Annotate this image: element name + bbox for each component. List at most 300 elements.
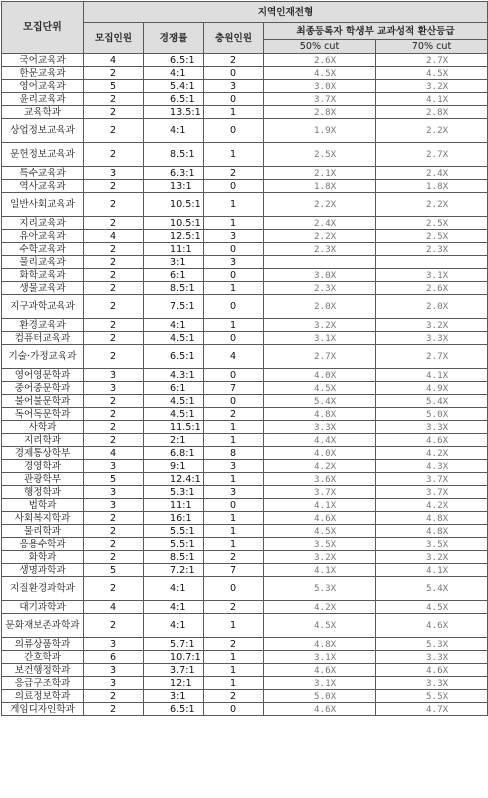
recruit-cell: 5	[84, 80, 144, 93]
competition-cell: 5.5:1	[144, 538, 204, 551]
cut50-cell: 4.0X	[264, 447, 376, 460]
cut70-cell: 2.7X	[376, 143, 488, 167]
additional-cell: 0	[204, 93, 264, 106]
table-row	[2, 447, 488, 460]
dept-cell: 영어영문학과	[2, 369, 84, 382]
additional-cell: 2	[204, 408, 264, 421]
additional-cell: 1	[204, 421, 264, 434]
cut70-cell: 2.7X	[376, 345, 488, 369]
competition-cell: 4:1	[144, 577, 204, 601]
recruit-cell: 2	[84, 243, 144, 256]
cut50-cell: 4.6X	[264, 703, 376, 716]
table-row	[2, 345, 488, 369]
recruit-cell: 2	[84, 551, 144, 564]
cut70-cell: 2.5X	[376, 217, 488, 230]
cut70-cell: 3.5X	[376, 538, 488, 551]
competition-cell: 8.5:1	[144, 282, 204, 295]
recruit-cell: 2	[84, 512, 144, 525]
cut70-cell: 3.7X	[376, 473, 488, 486]
recruit-cell: 2	[84, 319, 144, 332]
cut50-cell: 4.8X	[264, 638, 376, 651]
additional-cell: 7	[204, 382, 264, 395]
cut70-cell: 2.8X	[376, 106, 488, 119]
competition-cell: 4:1	[144, 614, 204, 638]
competition-cell: 16:1	[144, 512, 204, 525]
recruit-cell: 3	[84, 382, 144, 395]
additional-cell: 3	[204, 230, 264, 243]
cut70-cell: 4.1X	[376, 369, 488, 382]
additional-cell: 1	[204, 473, 264, 486]
table-header	[2, 2, 488, 54]
recruit-cell: 4	[84, 447, 144, 460]
table-row	[2, 143, 488, 167]
cut70-cell: 2.2X	[376, 193, 488, 217]
cut50-cell: 4.2X	[264, 601, 376, 614]
recruit-cell: 3	[84, 677, 144, 690]
table-row	[2, 512, 488, 525]
dept-cell: 중어중문학과	[2, 382, 84, 395]
competition-cell: 6.5:1	[144, 345, 204, 369]
additional-cell: 3	[204, 256, 264, 269]
cut50-cell: 3.0X	[264, 269, 376, 282]
recruit-cell: 3	[84, 499, 144, 512]
table-row	[2, 564, 488, 577]
dept-cell: 물리학과	[2, 525, 84, 538]
additional-cell: 1	[204, 538, 264, 551]
additional-cell: 0	[204, 577, 264, 601]
competition-cell: 11:1	[144, 243, 204, 256]
table-row	[2, 395, 488, 408]
cut50-cell: 3.7X	[264, 93, 376, 106]
dept-cell: 대기과학과	[2, 601, 84, 614]
table-row	[2, 67, 488, 80]
cut70-cell: 4.2X	[376, 499, 488, 512]
header-competition: 경쟁률	[144, 23, 204, 54]
table-row	[2, 577, 488, 601]
cut50-cell: 1.8X	[264, 180, 376, 193]
recruit-cell: 2	[84, 395, 144, 408]
competition-cell: 4.3:1	[144, 369, 204, 382]
additional-cell: 1	[204, 525, 264, 538]
dept-cell: 기술·가정교육과	[2, 345, 84, 369]
cut70-cell: 4.5X	[376, 67, 488, 80]
competition-cell: 4:1	[144, 119, 204, 143]
dept-cell: 생명과학과	[2, 564, 84, 577]
additional-cell: 0	[204, 703, 264, 716]
cut50-cell: 2.2X	[264, 193, 376, 217]
cut70-cell: 3.3X	[376, 332, 488, 345]
table-row	[2, 551, 488, 564]
additional-cell: 1	[204, 106, 264, 119]
additional-cell: 1	[204, 677, 264, 690]
cut50-cell: 3.2X	[264, 319, 376, 332]
table-row	[2, 230, 488, 243]
table-row	[2, 332, 488, 345]
table-row	[2, 408, 488, 421]
dept-cell: 화학과	[2, 551, 84, 564]
competition-cell: 12:1	[144, 677, 204, 690]
recruit-cell: 2	[84, 421, 144, 434]
recruit-cell: 2	[84, 180, 144, 193]
table-row	[2, 217, 488, 230]
cut50-cell: 4.2X	[264, 460, 376, 473]
table-row	[2, 167, 488, 180]
competition-cell: 4:1	[144, 601, 204, 614]
table-row	[2, 295, 488, 319]
cut70-cell: 2.6X	[376, 282, 488, 295]
cut70-cell: 4.9X	[376, 382, 488, 395]
competition-cell: 8.5:1	[144, 551, 204, 564]
competition-cell: 8.5:1	[144, 143, 204, 167]
table-row	[2, 106, 488, 119]
competition-cell: 6:1	[144, 269, 204, 282]
table-row	[2, 499, 488, 512]
competition-cell: 11.5:1	[144, 421, 204, 434]
recruit-cell: 2	[84, 295, 144, 319]
cut50-cell: 3.6X	[264, 473, 376, 486]
competition-cell: 6.5:1	[144, 93, 204, 106]
cut70-cell: 4.7X	[376, 703, 488, 716]
cut50-cell: 3.5X	[264, 538, 376, 551]
dept-cell: 역사교육과	[2, 180, 84, 193]
additional-cell: 1	[204, 282, 264, 295]
additional-cell: 2	[204, 638, 264, 651]
dept-cell: 물리교육과	[2, 256, 84, 269]
competition-cell: 5.5:1	[144, 525, 204, 538]
header-additional: 충원인원	[204, 23, 264, 54]
recruit-cell: 2	[84, 256, 144, 269]
recruit-cell: 5	[84, 473, 144, 486]
cut50-cell: 3.1X	[264, 651, 376, 664]
cut50-cell: 4.6X	[264, 512, 376, 525]
recruit-cell: 2	[84, 408, 144, 421]
cut70-cell: 3.7X	[376, 486, 488, 499]
cut70-cell: 4.2X	[376, 447, 488, 460]
recruit-cell: 2	[84, 614, 144, 638]
table-row	[2, 677, 488, 690]
table-row	[2, 638, 488, 651]
cut50-cell: 3.1X	[264, 332, 376, 345]
additional-cell: 0	[204, 499, 264, 512]
recruit-cell: 2	[84, 434, 144, 447]
cut70-cell: 3.3X	[376, 677, 488, 690]
cut50-cell: 2.2X	[264, 230, 376, 243]
dept-cell: 컴퓨터교육과	[2, 332, 84, 345]
cut50-cell: 4.5X	[264, 525, 376, 538]
dept-cell: 응용수학과	[2, 538, 84, 551]
dept-cell: 영어교육과	[2, 80, 84, 93]
table-row	[2, 538, 488, 551]
table-row	[2, 80, 488, 93]
cut50-cell: 4.1X	[264, 564, 376, 577]
recruit-cell: 4	[84, 230, 144, 243]
cut70-cell: 4.1X	[376, 564, 488, 577]
competition-cell: 6.8:1	[144, 447, 204, 460]
recruit-cell: 2	[84, 193, 144, 217]
dept-cell: 교육학과	[2, 106, 84, 119]
competition-cell: 4.5:1	[144, 395, 204, 408]
competition-cell: 12.4:1	[144, 473, 204, 486]
competition-cell: 6.3:1	[144, 167, 204, 180]
competition-cell: 13:1	[144, 180, 204, 193]
dept-cell: 문화재보존과학과	[2, 614, 84, 638]
additional-cell: 1	[204, 434, 264, 447]
cut70-cell: 2.2X	[376, 119, 488, 143]
table-row	[2, 664, 488, 677]
cut50-cell: 3.0X	[264, 80, 376, 93]
cut70-cell: 2.7X	[376, 54, 488, 67]
additional-cell: 1	[204, 319, 264, 332]
table-row	[2, 601, 488, 614]
recruit-cell: 2	[84, 703, 144, 716]
dept-cell: 의류상품학과	[2, 638, 84, 651]
additional-cell: 0	[204, 243, 264, 256]
dept-cell: 지질환경과학과	[2, 577, 84, 601]
competition-cell: 3.7:1	[144, 664, 204, 677]
recruit-cell: 2	[84, 119, 144, 143]
cut50-cell: 3.3X	[264, 421, 376, 434]
dept-cell: 사회복지학과	[2, 512, 84, 525]
cut50-cell: 4.8X	[264, 408, 376, 421]
cut50-cell: 4.4X	[264, 434, 376, 447]
additional-cell: 2	[204, 551, 264, 564]
cut50-cell: 5.3X	[264, 577, 376, 601]
cut70-cell: 2.4X	[376, 167, 488, 180]
cut50-cell: 4.0X	[264, 369, 376, 382]
dept-cell: 윤리교육과	[2, 93, 84, 106]
additional-cell: 1	[204, 143, 264, 167]
dept-cell: 일반사회교육과	[2, 193, 84, 217]
additional-cell: 2	[204, 54, 264, 67]
competition-cell: 5.7:1	[144, 638, 204, 651]
additional-cell: 3	[204, 460, 264, 473]
dept-cell: 의료정보학과	[2, 690, 84, 703]
dept-cell: 법학과	[2, 499, 84, 512]
cut50-cell: 4.1X	[264, 499, 376, 512]
competition-cell: 10.5:1	[144, 193, 204, 217]
additional-cell: 1	[204, 512, 264, 525]
competition-cell: 10.5:1	[144, 217, 204, 230]
dept-cell: 상업정보교육과	[2, 119, 84, 143]
dept-cell: 지리학과	[2, 434, 84, 447]
competition-cell: 5.3:1	[144, 486, 204, 499]
competition-cell: 3:1	[144, 690, 204, 703]
cut50-cell: 2.6X	[264, 54, 376, 67]
additional-cell: 2	[204, 167, 264, 180]
dept-cell: 행정학과	[2, 486, 84, 499]
recruit-cell: 2	[84, 269, 144, 282]
additional-cell: 1	[204, 651, 264, 664]
cut50-cell: 4.5X	[264, 382, 376, 395]
cut70-cell: 5.5X	[376, 690, 488, 703]
additional-cell: 0	[204, 332, 264, 345]
competition-cell: 6.5:1	[144, 703, 204, 716]
table-row	[2, 486, 488, 499]
cut50-cell: 3.2X	[264, 551, 376, 564]
cut50-cell: 2.0X	[264, 295, 376, 319]
header-dept: 모집단위	[2, 2, 84, 54]
recruit-cell: 5	[84, 564, 144, 577]
cut70-cell: 4.8X	[376, 512, 488, 525]
cut50-cell: 3.7X	[264, 486, 376, 499]
competition-cell: 4.5:1	[144, 332, 204, 345]
cut70-cell: 2.0X	[376, 295, 488, 319]
cut70-cell: 2.3X	[376, 243, 488, 256]
dept-cell: 경영학과	[2, 460, 84, 473]
dept-cell: 간호학과	[2, 651, 84, 664]
recruit-cell: 2	[84, 577, 144, 601]
dept-cell: 보건행정학과	[2, 664, 84, 677]
competition-cell: 7.5:1	[144, 295, 204, 319]
cut70-cell: 4.1X	[376, 93, 488, 106]
additional-cell: 2	[204, 690, 264, 703]
cut70-cell: 3.1X	[376, 269, 488, 282]
cut70-cell: 4.5X	[376, 601, 488, 614]
dept-cell: 유아교육과	[2, 230, 84, 243]
table-row	[2, 460, 488, 473]
recruit-cell: 2	[84, 93, 144, 106]
table-row	[2, 256, 488, 269]
cut50-cell: 2.3X	[264, 243, 376, 256]
cut70-cell: 4.6X	[376, 434, 488, 447]
table-row	[2, 282, 488, 295]
recruit-cell: 6	[84, 651, 144, 664]
cut50-cell: 5.0X	[264, 690, 376, 703]
cut70-cell: 4.6X	[376, 664, 488, 677]
cut50-cell: 2.4X	[264, 217, 376, 230]
dept-cell: 국어교육과	[2, 54, 84, 67]
table-row	[2, 54, 488, 67]
cut50-cell	[264, 256, 376, 269]
table-row	[2, 180, 488, 193]
additional-cell: 0	[204, 295, 264, 319]
competition-cell: 6:1	[144, 382, 204, 395]
cut50-cell: 1.9X	[264, 119, 376, 143]
cut70-cell: 1.8X	[376, 180, 488, 193]
additional-cell: 2	[204, 601, 264, 614]
recruit-cell: 3	[84, 167, 144, 180]
table-row	[2, 319, 488, 332]
dept-cell: 응급구조학과	[2, 677, 84, 690]
cut70-cell: 3.3X	[376, 651, 488, 664]
cut70-cell: 4.3X	[376, 460, 488, 473]
dept-cell: 불어불문학과	[2, 395, 84, 408]
dept-cell: 수학교육과	[2, 243, 84, 256]
cut70-cell: 5.3X	[376, 638, 488, 651]
table-row	[2, 525, 488, 538]
table-row	[2, 382, 488, 395]
recruit-cell: 2	[84, 67, 144, 80]
additional-cell: 1	[204, 614, 264, 638]
competition-cell: 7.2:1	[144, 564, 204, 577]
competition-cell: 4:1	[144, 319, 204, 332]
recruit-cell: 2	[84, 143, 144, 167]
table-row	[2, 243, 488, 256]
additional-cell: 0	[204, 180, 264, 193]
cut70-cell: 2.5X	[376, 230, 488, 243]
table-row	[2, 434, 488, 447]
competition-cell: 12.5:1	[144, 230, 204, 243]
cut70-cell: 3.2X	[376, 551, 488, 564]
recruit-cell: 2	[84, 217, 144, 230]
recruit-cell: 3	[84, 664, 144, 677]
cut50-cell: 2.8X	[264, 106, 376, 119]
cut50-cell: 2.1X	[264, 167, 376, 180]
cut50-cell: 5.4X	[264, 395, 376, 408]
additional-cell: 4	[204, 345, 264, 369]
table-row	[2, 614, 488, 638]
recruit-cell: 4	[84, 54, 144, 67]
cut70-cell: 5.4X	[376, 395, 488, 408]
dept-cell: 특수교육과	[2, 167, 84, 180]
additional-cell: 3	[204, 486, 264, 499]
additional-cell: 7	[204, 564, 264, 577]
table-body	[2, 54, 488, 716]
recruit-cell: 2	[84, 525, 144, 538]
dept-cell: 지리교육과	[2, 217, 84, 230]
cut70-cell: 3.3X	[376, 421, 488, 434]
table-row	[2, 421, 488, 434]
additional-cell: 1	[204, 217, 264, 230]
competition-cell: 11:1	[144, 499, 204, 512]
recruit-cell: 2	[84, 332, 144, 345]
table-row	[2, 93, 488, 106]
additional-cell: 3	[204, 80, 264, 93]
competition-cell: 2:1	[144, 434, 204, 447]
recruit-cell: 3	[84, 460, 144, 473]
table-row	[2, 651, 488, 664]
recruit-cell: 3	[84, 486, 144, 499]
table-row	[2, 703, 488, 716]
competition-cell: 4:1	[144, 67, 204, 80]
table-row	[2, 369, 488, 382]
additional-cell: 8	[204, 447, 264, 460]
cut50-cell: 4.5X	[264, 67, 376, 80]
cut70-cell: 4.6X	[376, 614, 488, 638]
dept-cell: 화학교육과	[2, 269, 84, 282]
table-row	[2, 193, 488, 217]
additional-cell: 1	[204, 664, 264, 677]
cut70-cell: 5.0X	[376, 408, 488, 421]
header-cut70: 70% cut	[376, 40, 488, 54]
additional-cell: 0	[204, 269, 264, 282]
dept-cell: 한문교육과	[2, 67, 84, 80]
cut70-cell: 4.8X	[376, 525, 488, 538]
dept-cell: 지구과학교육과	[2, 295, 84, 319]
competition-cell: 4.5:1	[144, 408, 204, 421]
dept-cell: 게임디자인학과	[2, 703, 84, 716]
dept-cell: 관광학부	[2, 473, 84, 486]
competition-cell: 5.4:1	[144, 80, 204, 93]
header-recruit: 모집인원	[84, 23, 144, 54]
dept-cell: 문헌정보교육과	[2, 143, 84, 167]
competition-cell: 3:1	[144, 256, 204, 269]
dept-cell: 경제통상학부	[2, 447, 84, 460]
competition-cell: 9:1	[144, 460, 204, 473]
cut70-cell: 3.2X	[376, 319, 488, 332]
recruit-cell: 2	[84, 690, 144, 703]
table-row	[2, 119, 488, 143]
cut50-cell: 4.6X	[264, 664, 376, 677]
competition-cell: 6.5:1	[144, 54, 204, 67]
table-row	[2, 690, 488, 703]
header-grade-group: 최종등록자 학생부 교과성적 환산등급	[264, 23, 488, 40]
cut50-cell: 4.5X	[264, 614, 376, 638]
cut50-cell: 2.5X	[264, 143, 376, 167]
dept-cell: 독어독문학과	[2, 408, 84, 421]
dept-cell: 생물교육과	[2, 282, 84, 295]
cut50-cell: 2.7X	[264, 345, 376, 369]
